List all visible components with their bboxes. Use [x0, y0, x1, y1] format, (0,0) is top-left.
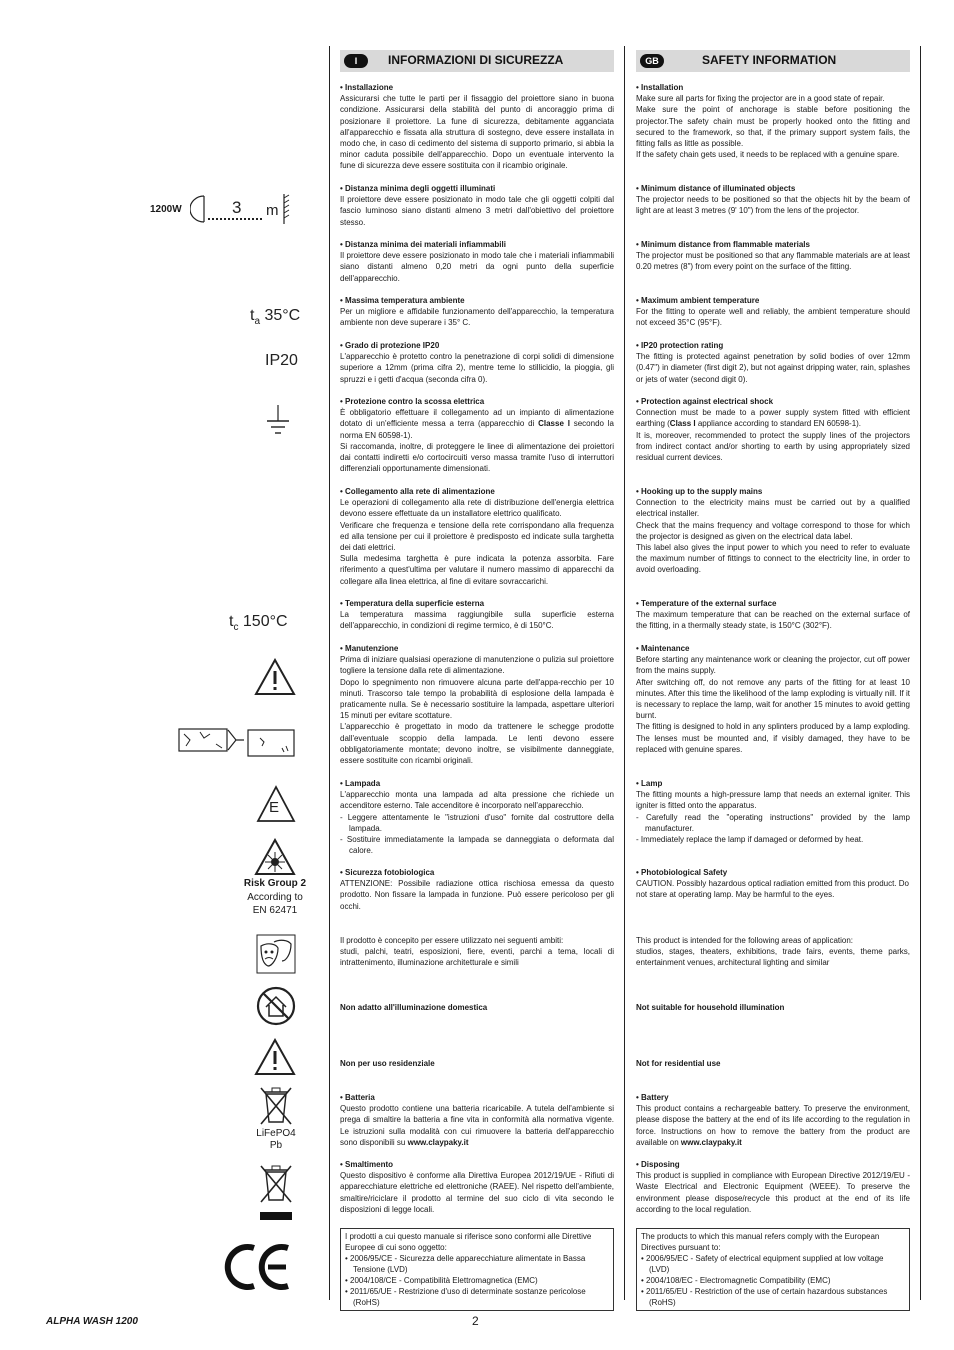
section-supply-mains: • Hooking up to the supply mains Connection to the electricity mains must be carried out by a qualified electrical installer. Check that the mains frequency and voltage correspond to those for which the projector is designed as given on the electrical data label. This label also gives the input power to which you need to refer to evaluate the maximum number of fittings to connect to the electricity line, in order to avoid overloading. [636, 487, 910, 575]
language-badge-it: I [344, 54, 368, 68]
section-non-residenziale: Non per uso residenziale [340, 1059, 435, 1068]
section-temperatura-superficie: • Temperatura della superficie esterna La temperatura massima raggiungibile sulla superficie esterna dell'apparecchio, in condizioni di regime termico, è di 150°C. [340, 599, 614, 631]
header-title-it: INFORMAZIONI DI SICUREZZA [388, 53, 564, 67]
section-electrical-shock: • Protection against electrical shock Connection must be made to a power supply system fitted with efficient earthing (Class I appliance according to standard EN 60598-1). It is, moreover, recommended to protect the supply lines of the projectors from indirect contact and/or shorting to earth by using appropriately sized residual current devices. [636, 397, 910, 463]
weee-bin-icon [258, 1162, 294, 1222]
battery-chemistry-label: LiFePO4 [256, 1128, 296, 1139]
section-batteria: • Batteria Questo prodotto contiene una batteria ricaricabile. A tutela dell'ambiente si prega di smaltire la batteria a fine vita in conformità alla normativa vigente. Le istruzioni sulla modalità con cui rimuovere la batteria dell'apparecchio sono disponibili su www.claypaky.it [340, 1093, 614, 1147]
earth-ground-icon [266, 405, 290, 437]
power-label: 1200W [150, 204, 182, 215]
section-photobiological: • Photobiological Safety CAUTION. Possibly hazardous optical radiation emitted from this product. Do not stare at operating lamp. May be harmful to the eyes. [636, 868, 910, 900]
compliance-box-gb: The products to which this manual refers comply with the European Directives pursuant to: • 2006/95/EC - Safety of electrical equipment supplied at low voltage (LVD) • 2004/108/EC - Electromagnetic Compatibility (EMC) • 2011/65/EU - Restriction of the use of certain hazardous substances (RoHS) [636, 1228, 910, 1311]
section-maintenance: • Maintenance Before starting any maintenance work or cleaning the projector, cut off power from the mains supply. After switching off, do not remove any parts of the fitting for at least 10 minutes. After this time the likelihood of the lamp exploding is virtually nill. If it is necessary to replace the lamp, wait for another 15 minutes to avoid getting burnt. The fitting is designed to hold in any splinters produced by a lamp exploding. The lenses must be mounted and, if visibly damaged, they have to be replaced with genuine spares. [636, 644, 910, 754]
section-not-residential: Not for residential use [636, 1059, 721, 1068]
header-title-gb: SAFETY INFORMATION [702, 53, 837, 67]
section-ambiti-utilizzo: Il prodotto è concepito per essere utilizzato nei seguenti ambiti: studi, palchi, teatri, esposizioni, fiere, eventi, parchi a tema, locali di intrattenimento, illuminazione architetturale e simili [340, 936, 614, 968]
header-italian [340, 50, 614, 72]
section-application-areas: This product is intended for the following areas of application: studios, stages, theaters, exhibitions, trade fairs, events, theme parks, entertainment venues, architectural lighting and similar [636, 936, 910, 968]
section-lampada: • Lampada L'apparecchio monta una lampada ad alta pressione che richiede un accenditore esterno. Tale accenditore è incorporato nell'apparecchio. - Leggere attentamente le "istruzioni d'uso" fornite dal costruttore della lampada. - Sostituire immediatamente la lampada se danneggiata o deformata dal calore. [340, 779, 614, 856]
claypaky-link[interactable]: www.claypaky.it [407, 1137, 469, 1147]
compliance-box-it: I prodotti a cui questo manuale si riferisce sono conformi alle Direttive Europee di cui sono oggetto: • 2006/95/CE - Sicurezza delle apparecchiature alimentate in Bassa Tensione (LVD) • 2004/108/CE - Compatibilità Elettromagnetica (EMC) • 2011/65/UE - Restrizione d'uso di determinate sostanze pericolose (RoHS) [340, 1228, 614, 1311]
surface-temp-label: $t_c$ 150°C [229, 613, 288, 634]
section-distanza-infiammabili: • Distanza minima dei materiali infiammabili Il proiettore deve essere posizionato in modo tale che i materiali infiammabili siano distanti almeno 0,20 metri da ogni punto della superficie dell'apparecchio. [340, 240, 614, 283]
ip-rating-label: IP20 [265, 352, 298, 369]
lens-damage-icon [178, 726, 296, 758]
section-lamp: • Lamp The fitting mounts a high-pressure lamp that needs an external igniter. This igniter is fitted onto the apparatus. - Carefully read the "operating instructions" provided by the lamp manufacturer. - Immediately replace the lamp if damaged or deformed by heat. [636, 779, 910, 845]
distance-unit: m [266, 202, 279, 219]
section-manutenzione: • Manutenzione Prima di iniziare qualsiasi operazione di manutenzione o pulizia sul proiettore togliere la tensione dalla rete di alimentazione. Dopo lo spegnimento non rimuovere alcuna parte dell'appa-recchio per 10 minuti. Trascorso tale tempo la probabilità di esplosione della lampada è praticamente nulla. Se è necessario sostituire la lampada, aspettare ulteriori 15 minuti per evitare scottature. L'apparecchio è progettato in modo da trattenere le schegge prodotte dall'eventuale scoppio della lampada. Le lenti devono essere obbligatoriamente montate; devono inoltre, se visibilmente danneggiate, essere sostituite con ricambi originali. [340, 644, 614, 766]
section-temperatura-ambiente: • Massima temperatura ambiente Per un migliore e affidabile funzionamento dell'apparecchio, la temperatura ambiente non deve superare i 35° C. [340, 296, 614, 328]
section-min-distance-objects: • Minimum distance of illuminated objects The projector needs to be positioned so that the objects hit by the beam of light are at least 3 metres (9' 10") from the lens of the projector. [636, 184, 910, 216]
theatre-masks-icon [256, 934, 296, 974]
divider-right [920, 46, 921, 1300]
section-installazione: • Installazione Assicurarsi che tutte le parti per il fissaggio del proiettore siano in buona condizione. Assicurarsi della stabilità del punto di ancoraggio prima di posizionare il proiettore. La fune di sicurezza, debitamente agganciata all'apparecchio e fissata alla struttura di sostegno, deve essere installata in modo che, in caso di cedimento del sistema di supporto primario, si abbia la minor caduta possibile dell'apparecchio. Dopo un eventuale intervento la fune di sicurezza deve essere sostituita con il ricambio originale. [340, 83, 614, 171]
divider-left [329, 46, 330, 1300]
section-distanza-oggetti: • Distanza minima degli oggetti illuminati Il proiettore deve essere posizionato in modo tale che gli oggetti colpiti dal fascio luminoso siano distanti almeno 3 metri dall'obiettivo del proiettore stesso. [340, 184, 614, 227]
section-ip20: • Grado di protezione IP20 L'apparecchio è protetto contro la penetrazione di corpi solidi di dimensione superiore a 12mm (prima cifra 2), mentre teme lo stillicidio, la pioggia, gli spruzzi e i getti d'acqua (seconda cifra 0). [340, 341, 614, 384]
lamp-type-e-letter: E [269, 799, 280, 816]
according-label: According to [247, 892, 303, 903]
column-english [636, 50, 910, 1307]
page-number: 2 [472, 1314, 479, 1328]
risk-group-label: Risk Group 2 [243, 878, 307, 889]
standard-label: EN 62471 [252, 905, 298, 916]
warning-residential-icon [254, 1038, 296, 1076]
language-badge-gb: GB [640, 54, 664, 68]
ce-mark-icon [222, 1242, 294, 1292]
distance-value: 3 [232, 198, 242, 217]
battery-pb-label: Pb [269, 1140, 283, 1151]
section-smaltimento: • Smaltimento Questo dispositivo è conforme alla Direttiva Europea 2012/19/UE - Rifiuti di apparecchiature elettriche ed elettroniche (RAEE). Nel rispetto dell'ambiente, smaltire/riciclare il prodotto al termine del suo ciclo di vita secondo le disposizioni di legge locali. [340, 1160, 614, 1214]
section-disposing: • Disposing This product is supplied in compliance with European Directive 2012/19/EU - Waste Electrical and Electronic Equipment (WEEE). To preserve the environment please dispose/recycle this product at the end of its life according to the local regulation. [636, 1160, 910, 1214]
claypaky-link-gb[interactable]: www.claypaky.it [680, 1137, 742, 1147]
footer-model-name: ALPHA WASH 1200 [46, 1316, 138, 1327]
section-non-domestica: Non adatto all'illuminazione domestica [340, 1003, 488, 1012]
battery-bin-icon [258, 1084, 294, 1126]
section-scossa-elettrica: • Protezione contro la scossa elettrica È obbligatorio effettuare il collegamento ad un impianto di alimentazione dotato di un'efficiente messa a terra (apparecchio di Classe I secondo la norma EN 60598-1). Si raccomanda, inoltre, di proteggere le linee di alimentazione dei proiettori dai contatti indiretti e/o cortocircuiti verso massa tramite l'uso di interruttori differenziali opportunamente dimensionati. [340, 397, 614, 474]
section-battery: • Battery This product contains a rechargeable battery. To preserve the environment, please dispose the battery at the end of its life according to the regulation in force. Instructions on how to remove the battery from the product are available on www.claypaky.it [636, 1093, 910, 1147]
ambient-temp-label: $t_a$ 35°C [250, 307, 301, 328]
section-installation: • Installation Make sure all parts for fixing the projector are in a good state of repair. Make sure the point of anchorage is stable before positioning the projector.The safety chain must be properly hooked onto the fitting and secured to the framework, so that, if the primary support system fails, the fitting falls as little as possible. If the safety chain gets used, it needs to be replaced with a genuine spare. [636, 83, 910, 160]
section-ambient-temperature: • Maximum ambient temperature For the fitting to operate well and reliably, the ambient temperature should not exceed 35°C (95°F). [636, 296, 910, 328]
optical-radiation-icon [254, 838, 296, 876]
column-italian [340, 50, 614, 1307]
section-collegamento-rete: • Collegamento alla rete di alimentazione Le operazioni di collegamento alla rete di distribuzione dell'energia elettrica devono essere effettuate da un installatore elettrico qualificato. Verificare che frequenza e tensione della rete corrispondano alla frequenza ed alla tensione per cui il proiettore è predisposto ed indicate sulla targhetta dei dati elettrici. Sulla medesima targhetta è pure indicata la potenza assorbita. Fare riferimento a quest'ultima per valutare il numero massimo di apparecchi da collegare alla linea elettrica, al fine di evitare sovraccarichi. [340, 487, 614, 586]
section-surface-temperature: • Temperature of the external surface The maximum temperature that can be reached on the external surface of the fitting, in a thermally steady state, is 150°C (302°F). [636, 599, 910, 631]
section-not-household: Not suitable for household illumination [636, 1003, 785, 1012]
section-min-distance-flammable: • Minimum distance from flammable materials The projector must be positioned so that any flammable materials are at least 0.20 metres (8") from every point on the surface of the fitting. [636, 240, 910, 272]
divider-middle [624, 46, 625, 1300]
no-household-icon [255, 985, 297, 1027]
section-fotobiologica: • Sicurezza fotobiologica ATTENZIONE: Possibile radiazione ottica rischiosa emessa da questo prodotto. Non fissare la lampada in funzione. Può essere pericoloso per gli occhi. [340, 868, 614, 911]
warning-triangle-icon [254, 658, 296, 696]
header-english [636, 50, 910, 72]
section-ip20-rating: • IP20 protection rating The fitting is protected against penetration by solid bodies of over 12mm (0.47") in diameter (first digit 2), but not against dripping water, rain, splashes or jets of water (second digit 0). [636, 341, 910, 384]
